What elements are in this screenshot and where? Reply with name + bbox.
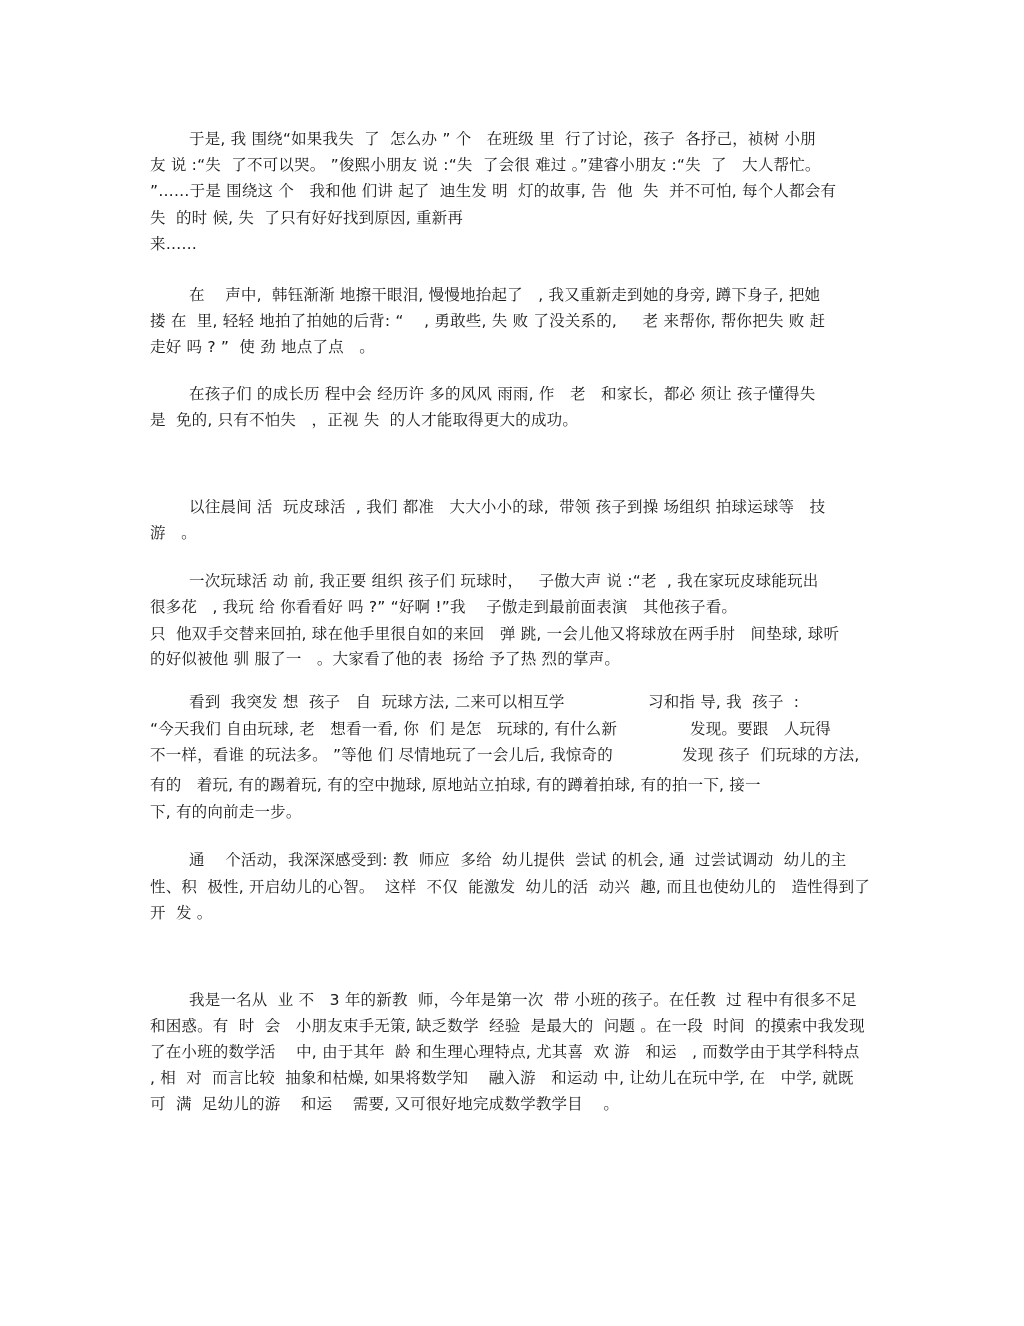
text-line: 我是一名从 业 不 3 年的新教 师，今年是第一次 带 小班的孩子。在任教 过 程中有很多不足 (189, 991, 857, 1009)
text-line: 游 。 (150, 524, 197, 542)
text-line: 搂 在 里, 轻轻 地拍了拍她的后背: “ , 勇敢些, 失 败 了没关系的, 老 来帮你, 帮你把失 败 赶 (150, 312, 826, 330)
text-line: 很多花 , 我玩 给 你看看好 吗 ?” “好啊 !”我 子傲走到最前面表演 其他孩子看。 (150, 598, 738, 616)
text-line: 的好似被他 驯 服了一 。大家看了他的表 扬给 予了热 烈的掌声。 (150, 650, 621, 668)
text-line: 和困惑。有 时 会 小朋友束手无策, 缺乏数学 经验 是最大的 问题 。在一段 时间 的摸索中我发现 (150, 1017, 865, 1035)
text-line: 开 发 。 (150, 904, 213, 922)
text-line: 习和指 导, 我 孩子 : (648, 693, 800, 711)
text-line: 是 免的, 只有不怕失 ，正视 失 的人才能取得更大的成功。 (150, 411, 579, 429)
text-line: , 相 对 而言比较 抽象和枯燥, 如果将数学知 融入游 和运动 中, 让幼儿在玩中学, 在 中学, 就既 (150, 1069, 854, 1087)
text-line: 一次玩球活 动 前, 我正要 组织 孩子们 玩球时， 子傲大声 说 :“老 , 我在家玩皮球能玩出 (189, 572, 819, 590)
text-line: 在孩子们 的成长历 程中会 经历许 多的风风 雨雨, 作 老 和家长，都必 须让 孩子懂得失 (189, 385, 816, 403)
text-line: 不一样，看谁 的玩法多。 ”等他 们 尽情地玩了一会儿后, 我惊奇的 (150, 746, 613, 764)
text-line: 友 说 :“失 了不可以哭。 ”俊熙小朋友 说 :“失 了会很 难过 。”建睿小朋友 :“失 了 大人帮忙。 (150, 156, 821, 174)
text-line: ”……于是 围绕这 个 我和他 们讲 起了 迪生发 明 灯的故事, 告 他 失 并不可怕, 每个人都会有 (150, 182, 837, 200)
text-line: 发现。要跟 人玩得 (690, 720, 831, 738)
text-line: 了在小班的数学活 中, 由于其年 龄 和生理心理特点, 尤其喜 欢 游 和运 , 而数学由于其学科特点 (150, 1043, 860, 1061)
text-line: 看到 我突发 想 孩子 自 玩球方法, 二来可以相互学 (189, 693, 565, 711)
text-line: 通 个活动，我深深感受到: 教 师应 多给 幼儿提供 尝试 的机会, 通 过尝试调动 幼儿的主 (189, 851, 847, 869)
text-line: 可 满 足幼儿的游 和运 需要, 又可很好地完成数学教学目 。 (150, 1095, 620, 1113)
text-line: 以往晨间 活 玩皮球活 , 我们 都准 大大小小的球, 带领 孩子到操 场组织 拍球运球等 技 (189, 498, 826, 516)
text-line: 只 他双手交替来回拍, 球在他手里很自如的来回 弹 跳, 一会儿他又将球放在两手肘 间垫球, 球听 (150, 625, 840, 643)
text-line: 有的 着玩, 有的踢着玩, 有的空中抛球, 原地站立拍球, 有的蹲着拍球, 有的拍一下, 接一 (150, 776, 761, 794)
text-line: 性、积 极性, 开启幼儿的心智。 这样 不仅 能激发 幼儿的活 动兴 趣, 而且也使幼儿的 造性得到了 (150, 878, 870, 896)
text-line: 来…… (150, 235, 198, 253)
text-line: 于是, 我 围绕“如果我失 了 怎么办 ” 个 在班级 里 行了讨论，孩子 各抒己，祯树 小朋 (189, 130, 816, 148)
text-line: 下, 有的向前走一步。 (150, 803, 302, 821)
text-line: 失 的时 候, 失 了只有好好找到原因, 重新再 (150, 209, 464, 227)
text-line: “今天我们 自由玩球, 老 想看一看, 你 们 是怎 玩球的, 有什么新 (150, 720, 618, 738)
text-line: 在 声中, 韩钰渐渐 地擦干眼泪, 慢慢地抬起了 , 我又重新走到她的身旁, 蹲下身子, 把她 (189, 286, 821, 304)
text-line: 发现 孩子 们玩球的方法, (682, 746, 860, 764)
text-line: 走好 吗 ? ” 使 劲 地点了点 。 (150, 338, 375, 356)
